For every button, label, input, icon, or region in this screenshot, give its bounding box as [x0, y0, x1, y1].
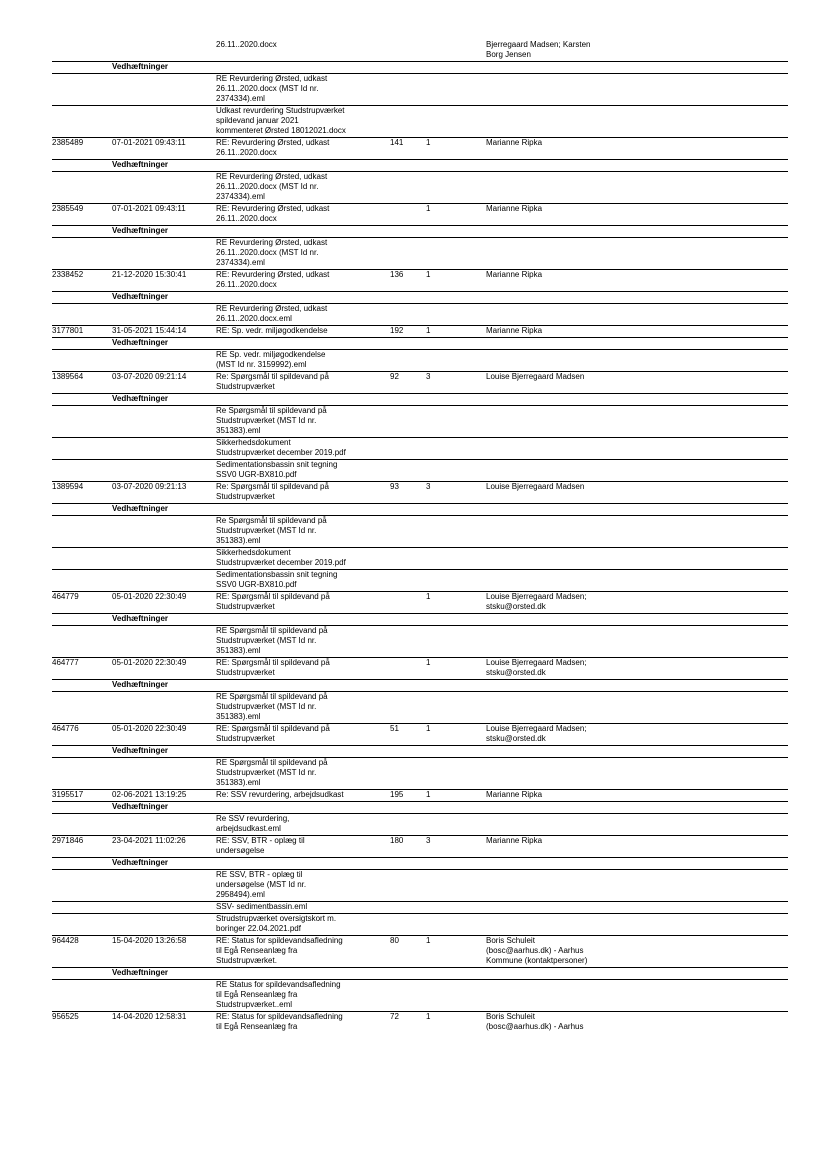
message-recipient: Marianne Ripka: [486, 270, 543, 279]
message-date: 05-01-2020 22:30:49: [112, 592, 187, 601]
attachment-row: [52, 74, 788, 106]
message-size: 92: [390, 372, 399, 381]
attachments-header: Vedhæftninger: [112, 968, 169, 977]
message-date: 31-05-2021 15:44:14: [112, 326, 187, 335]
message-row: [52, 936, 788, 968]
attachment-count: 1: [426, 138, 431, 147]
attachments-header: Vedhæftninger: [112, 802, 169, 811]
attachment-count: 1: [426, 724, 431, 733]
attachments-header-row: [52, 160, 788, 172]
attachment-name: Sikkerhedsdokument Studstrupværket december 2019.pdf: [216, 548, 346, 567]
message-subject: RE: Sp. vedr. miljøgodkendelse: [216, 326, 328, 335]
attachment-name: Strudstrupværket oversigtskort m. boringer 22.04.2021.pdf: [216, 914, 337, 933]
message-subject: Re: Spørgsmål til spildevand på Studstrupværket: [216, 482, 329, 501]
attachments-header: Vedhæftninger: [112, 680, 169, 689]
attachment-row: [52, 516, 788, 548]
attachments-header-row: [52, 802, 788, 814]
attachments-header: Vedhæftninger: [112, 292, 169, 301]
attachment-name: RE Spørgsmål til spildevand på Studstrupværket (MST Id nr. 351383).eml: [216, 626, 328, 655]
attachments-header-row: [52, 62, 788, 74]
attachment-count: 1: [426, 1012, 431, 1021]
message-recipient: Marianne Ripka: [486, 790, 543, 799]
attachments-header: Vedhæftninger: [112, 504, 169, 513]
attachments-header-row: [52, 680, 788, 692]
message-recipient: Louise Bjerregaard Madsen; stsku@orsted.dk: [486, 724, 587, 743]
message-date: 03-07-2020 09:21:14: [112, 372, 187, 381]
message-id: 964428: [52, 936, 79, 945]
attachment-name: RE Sp. vedr. miljøgodkendelse (MST Id nr. 3159992).eml: [216, 350, 326, 369]
attachment-count: 1: [426, 658, 431, 667]
message-subject: Re: SSV revurdering, arbejdsudkast: [216, 790, 344, 799]
attachment-row: [52, 460, 788, 482]
attachment-row: [52, 980, 788, 1012]
message-row: [52, 138, 788, 160]
attachment-name: RE Spørgsmål til spildevand på Studstrupværket (MST Id nr. 351383).eml: [216, 692, 328, 721]
attachments-header-row: [52, 746, 788, 758]
attachments-header-row: [52, 292, 788, 304]
attachment-row: [52, 870, 788, 902]
attachment-row: [52, 106, 788, 138]
attachment-count: 3: [426, 482, 431, 491]
message-date: 02-06-2021 13:19:25: [112, 790, 187, 799]
attachments-header: Vedhæftninger: [112, 394, 169, 403]
attachments-header: Vedhæftninger: [112, 858, 169, 867]
message-date: 21-12-2020 15:30:41: [112, 270, 187, 279]
message-size: 180: [390, 836, 404, 845]
message-date: 23-04-2021 11:02:26: [112, 836, 186, 845]
message-subject: RE: Revurdering Ørsted, udkast 26.11..2020.docx: [216, 138, 330, 157]
message-row: [52, 724, 788, 746]
message-recipient: Boris Schuleit (bosc@aarhus.dk) - Aarhus Kommune (kontaktpersoner): [486, 936, 588, 965]
attachment-row: [52, 570, 788, 592]
message-recipient: Marianne Ripka: [486, 204, 543, 213]
attachment-name: Udkast revurdering Studstrupværket spildevand januar 2021 kommenteret Ørsted 18012021.docx: [216, 106, 346, 135]
attachment-name: Re SSV revurdering, arbejdsudkast.eml: [216, 814, 290, 833]
message-subject: Re: Spørgsmål til spildevand på Studstrupværket: [216, 372, 329, 391]
attachment-name: RE SSV, BTR - oplæg til undersøgelse (MST Id nr. 2958494).eml: [216, 870, 307, 899]
message-row: [52, 790, 788, 802]
message-id: 3177801: [52, 326, 84, 335]
message-date: 14-04-2020 12:58:31: [112, 1012, 187, 1021]
attachment-name: Sikkerhedsdokument Studstrupværket december 2019.pdf: [216, 438, 346, 457]
message-size: 51: [390, 724, 399, 733]
attachment-name: RE Revurdering Ørsted, udkast 26.11..2020.docx (MST Id nr. 2374334).eml: [216, 74, 328, 103]
attachment-row: [52, 438, 788, 460]
message-size: 195: [390, 790, 404, 799]
attachment-row: [52, 902, 788, 914]
message-row: [52, 204, 788, 226]
attachments-header: Vedhæftninger: [112, 160, 169, 169]
message-subject: RE: Revurdering Ørsted, udkast 26.11..2020.docx: [216, 270, 330, 289]
message-id: 1389594: [52, 482, 84, 491]
message-row: [52, 836, 788, 858]
message-row: [52, 658, 788, 680]
attachments-header: Vedhæftninger: [112, 746, 169, 755]
attachment-name: Sedimentationsbassin snit tegning SSV0 UGR-BX810.pdf: [216, 570, 338, 589]
message-subject: RE: Status for spildevandsafledning til Egå Renseanlæg fra Studstrupværket.: [216, 936, 343, 965]
message-size: 72: [390, 1012, 399, 1021]
attachments-header: Vedhæftninger: [112, 614, 169, 623]
attachments-header-row: [52, 858, 788, 870]
message-date: 07-01-2021 09:43:11: [112, 204, 186, 213]
message-date: 05-01-2020 22:30:49: [112, 724, 187, 733]
attachment-row: [52, 548, 788, 570]
message-recipient: Boris Schuleit (bosc@aarhus.dk) - Aarhus: [486, 1012, 584, 1031]
message-subject: RE: Spørgsmål til spildevand på Studstrupværket: [216, 724, 330, 743]
message-id: 2385489: [52, 138, 84, 147]
message-row: [52, 1012, 788, 1034]
attachment-name: Sedimentationsbassin snit tegning SSV0 UGR-BX810.pdf: [216, 460, 338, 479]
message-size: 141: [390, 138, 404, 147]
message-recipient: Marianne Ripka: [486, 138, 543, 147]
message-subject: RE: Status for spildevandsafledning til Egå Renseanlæg fra: [216, 1012, 343, 1031]
attachment-count: 1: [426, 592, 431, 601]
attachments-header-row: [52, 338, 788, 350]
message-size: 136: [390, 270, 404, 279]
message-row: [52, 592, 788, 614]
attachment-name: RE Revurdering Ørsted, udkast 26.11..2020.docx (MST Id nr. 2374334).eml: [216, 172, 328, 201]
attachment-count: 1: [426, 204, 431, 213]
message-recipient: Louise Bjerregaard Madsen: [486, 482, 585, 491]
message-id: 464776: [52, 724, 79, 733]
attachment-row: [52, 758, 788, 790]
message-date: 15-04-2020 13:26:58: [112, 936, 187, 945]
attachment-count: 3: [426, 836, 431, 845]
message-date: 05-01-2020 22:30:49: [112, 658, 187, 667]
message-id: 3195517: [52, 790, 84, 799]
message-row: [52, 270, 788, 292]
message-id: 464777: [52, 658, 79, 667]
message-subject: RE: Spørgsmål til spildevand på Studstrupværket: [216, 592, 330, 611]
attachment-row: [52, 172, 788, 204]
attachment-name: Re Spørgsmål til spildevand på Studstrupværket (MST Id nr. 351383).eml: [216, 406, 327, 435]
attachments-header-row: [52, 968, 788, 980]
attachment-count: 1: [426, 936, 431, 945]
message-recipient: Louise Bjerregaard Madsen: [486, 372, 585, 381]
attachments-header: Vedhæftninger: [112, 62, 169, 71]
attachment-name: SSV- sedimentbassin.eml: [216, 902, 308, 911]
attachments-header: Vedhæftninger: [112, 226, 169, 235]
attachments-header: Vedhæftninger: [112, 338, 169, 347]
message-id: 956525: [52, 1012, 79, 1021]
document-table: [52, 40, 788, 1034]
message-size: 192: [390, 326, 404, 335]
attachment-count: 3: [426, 372, 431, 381]
attachments-header-row: [52, 614, 788, 626]
attachment-name: RE Status for spildevandsafledning til Egå Renseanlæg fra Studstrupværket..eml: [216, 980, 341, 1009]
message-recipient: Marianne Ripka: [486, 326, 543, 335]
attachment-row: [52, 692, 788, 724]
attachment-name: Re Spørgsmål til spildevand på Studstrupværket (MST Id nr. 351383).eml: [216, 516, 327, 545]
attachment-row: [52, 814, 788, 836]
attachment-row: [52, 350, 788, 372]
attachments-header-row: [52, 394, 788, 406]
message-recipient: Bjerregaard Madsen; Karsten Borg Jensen: [486, 40, 591, 59]
message-row: [52, 482, 788, 504]
attachment-row: [52, 914, 788, 936]
message-id: 2338452: [52, 270, 84, 279]
attachment-name: RE Revurdering Ørsted, udkast 26.11..2020.docx.eml: [216, 304, 328, 323]
attachment-row: [52, 238, 788, 270]
message-recipient: Louise Bjerregaard Madsen; stsku@orsted.dk: [486, 592, 587, 611]
message-id: 1389564: [52, 372, 84, 381]
message-recipient: Louise Bjerregaard Madsen; stsku@orsted.dk: [486, 658, 587, 677]
attachment-count: 1: [426, 270, 431, 279]
message-id: 464779: [52, 592, 79, 601]
message-date: 03-07-2020 09:21:13: [112, 482, 187, 491]
message-subject: RE: SSV, BTR - oplæg til undersøgelse: [216, 836, 305, 855]
attachments-header-row: [52, 226, 788, 238]
message-subject: RE: Revurdering Ørsted, udkast 26.11..2020.docx: [216, 204, 330, 223]
message-recipient: Marianne Ripka: [486, 836, 543, 845]
message-row: [52, 372, 788, 394]
message-size: 80: [390, 936, 399, 945]
attachment-count: 1: [426, 790, 431, 799]
attachment-row: [52, 626, 788, 658]
message-id: 2971846: [52, 836, 84, 845]
message-id: 2385549: [52, 204, 84, 213]
message-subject: 26.11..2020.docx: [216, 40, 277, 49]
attachments-header-row: [52, 504, 788, 516]
attachment-row: [52, 304, 788, 326]
attachment-name: RE Revurdering Ørsted, udkast 26.11..2020.docx (MST Id nr. 2374334).eml: [216, 238, 328, 267]
message-date: 07-01-2021 09:43:11: [112, 138, 186, 147]
attachment-row: [52, 406, 788, 438]
attachment-name: RE Spørgsmål til spildevand på Studstrupværket (MST Id nr. 351383).eml: [216, 758, 328, 787]
message-row: [52, 326, 788, 338]
attachment-count: 1: [426, 326, 431, 335]
message-size: 93: [390, 482, 399, 491]
message-row: [52, 40, 788, 62]
message-subject: RE: Spørgsmål til spildevand på Studstrupværket: [216, 658, 330, 677]
